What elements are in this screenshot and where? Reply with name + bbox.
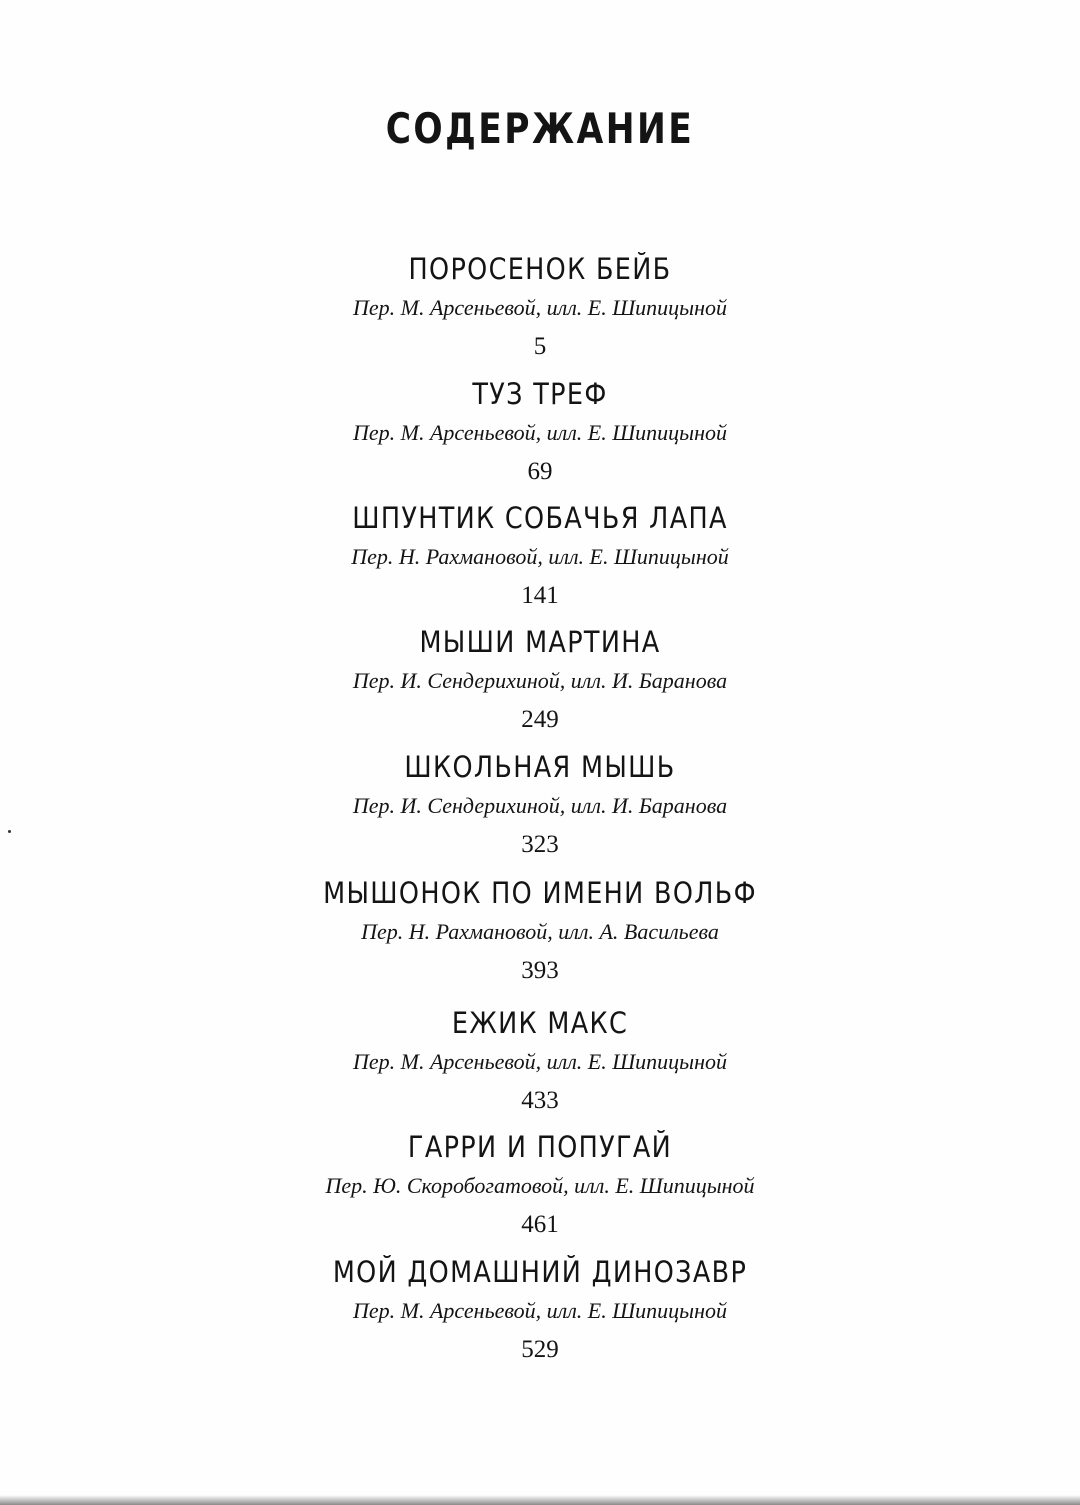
entry-title: ЕЖИК МАКС [451,1006,629,1040]
entry-title: ПОРОСЕНОК БЕЙБ [408,252,672,286]
entry-title: МОЙ ДОМАШНИЙ ДИНОЗАВР [332,1255,748,1289]
entry-credit: Пер. М. Арсеньевой, илл. Е. Шипицыной [353,295,727,320]
entry-title: ШКОЛЬНАЯ МЫШЬ [404,750,676,784]
page-bottom-edge [0,1495,1080,1505]
toc-entry [0,501,1080,611]
entry-credit: Пер. И. Сендерихиной, илл. И. Баранова [352,793,728,818]
entry-title: МЫШИ МАРТИНА [419,625,661,659]
entry-credit: Пер. М. Арсеньевой, илл. Е. Шипицыной [353,1298,727,1323]
toc-entry [0,1006,1080,1116]
entry-page-number: 529 [521,1336,559,1363]
entry-credit: Пер. М. Арсеньевой, илл. Е. Шипицыной [353,1049,727,1074]
entry-title: ГАРРИ И ПОПУГАЙ [407,1130,673,1164]
entry-page-number: 249 [521,706,559,733]
entry-title: ТУЗ ТРЕФ [472,377,608,411]
toc-entry [0,252,1080,362]
toc-entry [0,625,1080,735]
entry-page-number: 141 [521,582,559,609]
toc-entry [0,750,1080,860]
entry-credit: Пер. Н. Рахмановой, илл. Е. Шипицыной [351,544,729,569]
entry-page-number: 433 [521,1087,559,1114]
toc-entry [0,876,1080,986]
entry-page-number: 69 [527,458,553,485]
page-title: СОДЕРЖАНИЕ [385,104,695,153]
entry-title: ШПУНТИК СОБАЧЬЯ ЛАПА [352,501,728,535]
entry-credit: Пер. И. Сендерихиной, илл. И. Баранова [352,668,728,693]
entry-page-number: 461 [521,1211,559,1238]
entry-title: МЫШОНОК ПО ИМЕНИ ВОЛЬФ [323,876,757,910]
entry-credit: Пер. Ю. Скоробогатовой, илл. Е. Шипицыной [325,1173,755,1198]
entry-page-number: 323 [521,831,559,858]
entry-credit: Пер. М. Арсеньевой, илл. Е. Шипицыной [353,420,727,445]
toc-entry [0,1130,1080,1240]
entry-page-number: 393 [521,957,559,984]
entry-credit: Пер. Н. Рахмановой, илл. А. Васильева [361,919,719,944]
entry-page-number: 5 [533,333,547,360]
toc-entry [0,1255,1080,1365]
toc-entry [0,377,1080,487]
